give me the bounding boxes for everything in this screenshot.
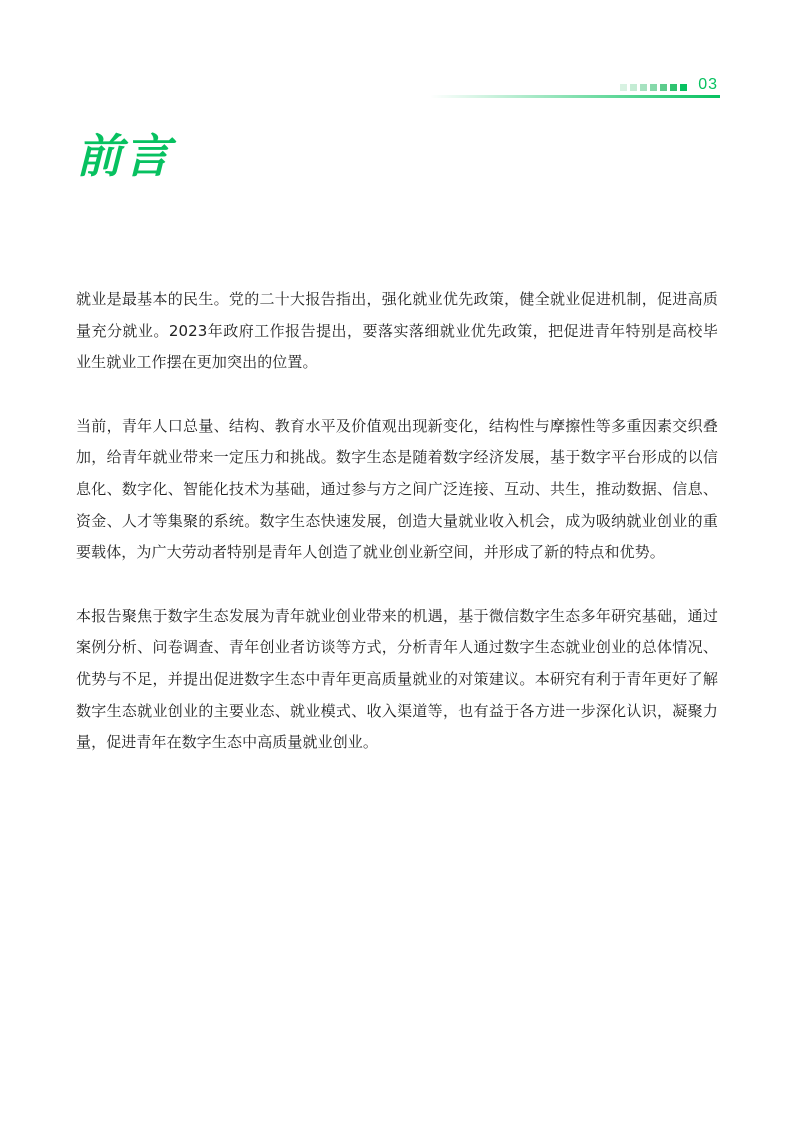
paragraph-3: 本报告聚焦于数字生态发展为青年就业创业带来的机遇，基于微信数字生态多年研究基础，通过案例分析、问卷调查、青年创业者访谈等方式，分析青年人通过数字生态就业创业的总体情况、优势与不足，并提出促进数字生态中青年更高质量就业的对策建议。本研究有利于青年更好了解数字生态就业创业的主要业态、就业模式、收入渠道等，也有益于各方进一步深化认识，凝聚力量，促进青年在数字生态中高质量就业创业。 xyxy=(76,606,718,752)
body-content xyxy=(76,284,718,791)
decorative-square xyxy=(630,84,637,91)
decorative-square xyxy=(660,84,667,91)
page-number: 03 xyxy=(698,76,718,93)
decorative-square xyxy=(680,84,687,91)
decorative-square xyxy=(650,84,657,91)
page-title: 前言 xyxy=(76,129,172,183)
decorative-squares xyxy=(620,84,687,91)
decorative-square xyxy=(670,84,677,91)
decorative-square xyxy=(640,84,647,91)
paragraph-2: 当前，青年人口总量、结构、教育水平及价值观出现新变化，结构性与摩擦性等多重因素交织叠加，给青年就业带来一定压力和挑战。数字生态是随着数字经济发展，基于数字平台形成的以信息化、数字化、智能化技术为基础，通过参与方之间广泛连接、互动、共生，推动数据、信息、资金、人才等集聚的系统。数字生态快速发展，创造大量就业收入机会，成为吸纳就业创业的重要载体，为广大劳动者特别是青年人创造了就业创业新空间，并形成了新的特点和优势。 xyxy=(76,416,718,562)
page-header-decoration xyxy=(430,78,720,102)
decorative-square xyxy=(620,84,627,91)
header-gradient-line xyxy=(430,95,720,98)
paragraph-1: 就业是最基本的民生。党的二十大报告指出，强化就业优先政策，健全就业促进机制，促进高质量充分就业。2023年政府工作报告提出，要落实落细就业优先政策，把促进青年特别是高校毕业生就业工作摆在更加突出的位置。 xyxy=(76,290,718,372)
